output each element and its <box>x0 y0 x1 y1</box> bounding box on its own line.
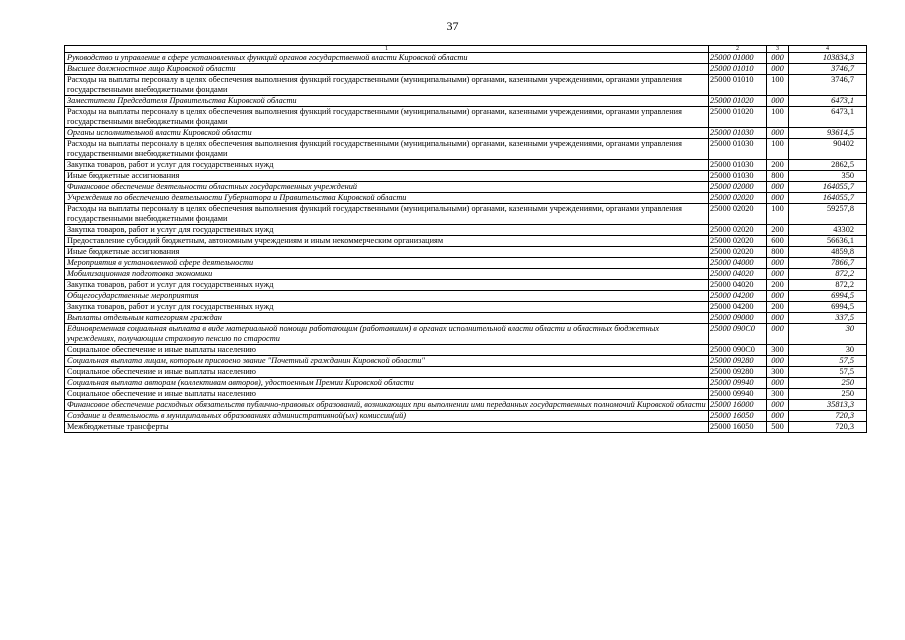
row-amount-cell: 4859,8 <box>789 247 867 258</box>
table-header-row <box>65 46 867 53</box>
row-type-cell: 600 <box>767 236 789 247</box>
table-row <box>65 193 867 204</box>
table-row <box>65 411 867 422</box>
row-amount-cell: 90402 <box>789 139 867 160</box>
row-name-cell: Социальное обеспечение и иные выплаты населению <box>65 389 709 400</box>
row-type-cell: 100 <box>767 107 789 128</box>
row-amount-cell: 872,2 <box>789 280 867 291</box>
row-type-cell: 800 <box>767 171 789 182</box>
table-row <box>65 182 867 193</box>
row-type-cell: 000 <box>767 324 789 345</box>
row-code-cell: 25000 04020 <box>709 280 767 291</box>
row-type-cell: 000 <box>767 128 789 139</box>
row-amount-cell: 43302 <box>789 225 867 236</box>
row-type-cell: 000 <box>767 291 789 302</box>
row-name-cell: Межбюджетные трансферты <box>65 422 709 433</box>
row-code-cell: 25000 01010 <box>709 64 767 75</box>
header-col-3: 3 <box>767 46 789 53</box>
row-amount-cell: 56636,1 <box>789 236 867 247</box>
row-name-cell: Мобилизационная подготовка экономики <box>65 269 709 280</box>
row-amount-cell: 6473,1 <box>789 107 867 128</box>
row-code-cell: 25000 02020 <box>709 193 767 204</box>
table-row <box>65 128 867 139</box>
row-code-cell: 25000 01010 <box>709 75 767 96</box>
row-amount-cell: 59257,8 <box>789 204 867 225</box>
row-name-cell: Социальная выплата авторам (коллективам авторов), удостоенным Премии Кировской области <box>65 378 709 389</box>
table-row <box>65 204 867 225</box>
row-code-cell: 25000 02020 <box>709 247 767 258</box>
row-name-cell: Иные бюджетные ассигнования <box>65 247 709 258</box>
row-amount-cell: 57,5 <box>789 367 867 378</box>
row-code-cell: 25000 02020 <box>709 204 767 225</box>
row-amount-cell: 250 <box>789 378 867 389</box>
table-row <box>65 107 867 128</box>
row-amount-cell: 164055,7 <box>789 182 867 193</box>
row-name-cell: Выплаты отдельным категориям граждан <box>65 313 709 324</box>
row-amount-cell: 720,3 <box>789 422 867 433</box>
row-name-cell: Органы исполнительной власти Кировской области <box>65 128 709 139</box>
row-code-cell: 25000 09280 <box>709 367 767 378</box>
row-amount-cell: 350 <box>789 171 867 182</box>
row-name-cell: Закупка товаров, работ и услуг для государственных нужд <box>65 160 709 171</box>
row-type-cell: 200 <box>767 302 789 313</box>
row-type-cell: 000 <box>767 182 789 193</box>
row-name-cell: Создание и деятельность в муниципальных образованиях административной(ых) комиссии(ий) <box>65 411 709 422</box>
row-name-cell: Учреждения по обеспечению деятельности Губернатора и Правительства Кировской области <box>65 193 709 204</box>
row-type-cell: 000 <box>767 411 789 422</box>
row-code-cell: 25000 090С0 <box>709 345 767 356</box>
row-amount-cell: 250 <box>789 389 867 400</box>
row-code-cell: 25000 04000 <box>709 258 767 269</box>
row-code-cell: 25000 01020 <box>709 96 767 107</box>
table-row <box>65 422 867 433</box>
page-number: 37 <box>446 19 459 33</box>
row-amount-cell: 30 <box>789 324 867 345</box>
table-row <box>65 291 867 302</box>
row-code-cell: 25000 09280 <box>709 356 767 367</box>
row-code-cell: 25000 02000 <box>709 182 767 193</box>
row-name-cell: Единовременная социальная выплата в виде материальной помощи работающим (работавшим) в органах исполнительной власти области и областных бюджетных учреждениях, получающим страховую пенсию по старости <box>65 324 709 345</box>
row-name-cell: Закупка товаров, работ и услуг для государственных нужд <box>65 280 709 291</box>
table-row <box>65 75 867 96</box>
row-code-cell: 25000 04200 <box>709 302 767 313</box>
row-name-cell: Закупка товаров, работ и услуг для государственных нужд <box>65 302 709 313</box>
table-row <box>65 313 867 324</box>
row-type-cell: 000 <box>767 258 789 269</box>
table-row <box>65 171 867 182</box>
table-row <box>65 356 867 367</box>
row-name-cell: Мероприятия в установленной сфере деятельности <box>65 258 709 269</box>
table-row <box>65 367 867 378</box>
row-amount-cell: 164055,7 <box>789 193 867 204</box>
row-name-cell: Социальное обеспечение и иные выплаты населению <box>65 345 709 356</box>
row-amount-cell: 3746,7 <box>789 64 867 75</box>
table-row <box>65 53 867 64</box>
row-name-cell: Социальное обеспечение и иные выплаты населению <box>65 367 709 378</box>
row-type-cell: 800 <box>767 247 789 258</box>
row-name-cell: Общегосударственные мероприятия <box>65 291 709 302</box>
row-code-cell: 25000 16050 <box>709 411 767 422</box>
row-code-cell: 25000 01030 <box>709 160 767 171</box>
table-row <box>65 64 867 75</box>
row-type-cell: 300 <box>767 367 789 378</box>
row-amount-cell: 720,3 <box>789 411 867 422</box>
row-type-cell: 000 <box>767 193 789 204</box>
table-row <box>65 96 867 107</box>
row-type-cell: 000 <box>767 53 789 64</box>
row-code-cell: 25000 01000 <box>709 53 767 64</box>
row-code-cell: 25000 09940 <box>709 389 767 400</box>
row-code-cell: 25000 02020 <box>709 236 767 247</box>
row-name-cell: Расходы на выплаты персоналу в целях обеспечения выполнения функций государственными (муниципальными) органами, казенными учреждениями, органами управления государственными внебюджетными фондами <box>65 75 709 96</box>
row-type-cell: 200 <box>767 225 789 236</box>
header-col-4: 4 <box>789 46 867 53</box>
row-code-cell: 25000 16000 <box>709 400 767 411</box>
table-row <box>65 324 867 345</box>
table-row <box>65 400 867 411</box>
row-amount-cell: 7866,7 <box>789 258 867 269</box>
row-type-cell: 000 <box>767 378 789 389</box>
row-type-cell: 100 <box>767 75 789 96</box>
row-code-cell: 25000 01030 <box>709 139 767 160</box>
row-amount-cell: 30 <box>789 345 867 356</box>
row-name-cell: Заместители Председателя Правительства Кировской области <box>65 96 709 107</box>
budget-table <box>64 45 867 433</box>
row-code-cell: 25000 04200 <box>709 291 767 302</box>
header-col-1: 1 <box>65 46 709 53</box>
table-row <box>65 378 867 389</box>
row-code-cell: 25000 02020 <box>709 225 767 236</box>
row-amount-cell: 35813,3 <box>789 400 867 411</box>
table-row <box>65 139 867 160</box>
row-name-cell: Высшее должностное лицо Кировской области <box>65 64 709 75</box>
row-code-cell: 25000 09940 <box>709 378 767 389</box>
table-row <box>65 225 867 236</box>
row-code-cell: 25000 16050 <box>709 422 767 433</box>
row-name-cell: Иные бюджетные ассигнования <box>65 171 709 182</box>
table-row <box>65 345 867 356</box>
row-amount-cell: 3746,7 <box>789 75 867 96</box>
row-name-cell: Финансовое обеспечение расходных обязательств публично-правовых образований, возникающих при выполнении ими переданных государственных полномочий Кировской области <box>65 400 709 411</box>
row-type-cell: 000 <box>767 400 789 411</box>
row-type-cell: 000 <box>767 269 789 280</box>
row-name-cell: Расходы на выплаты персоналу в целях обеспечения выполнения функций государственными (муниципальными) органами, казенными учреждениями, органами управления государственными внебюджетными фондами <box>65 107 709 128</box>
row-type-cell: 100 <box>767 139 789 160</box>
row-name-cell: Социальная выплата лицам, которым присвоено звание "Почетный гражданин Кировской области" <box>65 356 709 367</box>
row-code-cell: 25000 01020 <box>709 107 767 128</box>
row-amount-cell: 57,5 <box>789 356 867 367</box>
row-amount-cell: 93614,5 <box>789 128 867 139</box>
row-type-cell: 000 <box>767 356 789 367</box>
row-type-cell: 200 <box>767 280 789 291</box>
row-code-cell: 25000 01030 <box>709 128 767 139</box>
row-name-cell: Руководство и управление в сфере установленных функций органов государственной власти Кировской области <box>65 53 709 64</box>
table-row <box>65 247 867 258</box>
row-code-cell: 25000 01030 <box>709 171 767 182</box>
row-name-cell: Финансовое обеспечение деятельности областных государственных учреждений <box>65 182 709 193</box>
row-amount-cell: 103834,3 <box>789 53 867 64</box>
table-row <box>65 236 867 247</box>
header-col-2: 2 <box>709 46 767 53</box>
row-name-cell: Предоставление субсидий бюджетным, автономным учреждениям и иным некоммерческим организациям <box>65 236 709 247</box>
row-amount-cell: 6994,5 <box>789 291 867 302</box>
row-type-cell: 000 <box>767 64 789 75</box>
table-row <box>65 389 867 400</box>
row-name-cell: Расходы на выплаты персоналу в целях обеспечения выполнения функций государственными (муниципальными) органами, казенными учреждениями, органами управления государственными внебюджетными фондами <box>65 139 709 160</box>
row-name-cell: Расходы на выплаты персоналу в целях обеспечения выполнения функций государственными (муниципальными) органами, казенными учреждениями, органами управления государственными внебюджетными фондами <box>65 204 709 225</box>
row-type-cell: 100 <box>767 204 789 225</box>
table-row <box>65 280 867 291</box>
row-type-cell: 500 <box>767 422 789 433</box>
table-row <box>65 160 867 171</box>
table-row <box>65 258 867 269</box>
row-type-cell: 000 <box>767 96 789 107</box>
row-amount-cell: 872,2 <box>789 269 867 280</box>
row-code-cell: 25000 09000 <box>709 313 767 324</box>
row-type-cell: 300 <box>767 389 789 400</box>
row-type-cell: 200 <box>767 160 789 171</box>
row-amount-cell: 2862,5 <box>789 160 867 171</box>
table-row <box>65 269 867 280</box>
row-amount-cell: 6473,1 <box>789 96 867 107</box>
row-type-cell: 300 <box>767 345 789 356</box>
row-code-cell: 25000 090С0 <box>709 324 767 345</box>
table-row <box>65 302 867 313</box>
row-type-cell: 000 <box>767 313 789 324</box>
row-name-cell: Закупка товаров, работ и услуг для государственных нужд <box>65 225 709 236</box>
row-amount-cell: 337,5 <box>789 313 867 324</box>
row-amount-cell: 6994,5 <box>789 302 867 313</box>
row-code-cell: 25000 04020 <box>709 269 767 280</box>
